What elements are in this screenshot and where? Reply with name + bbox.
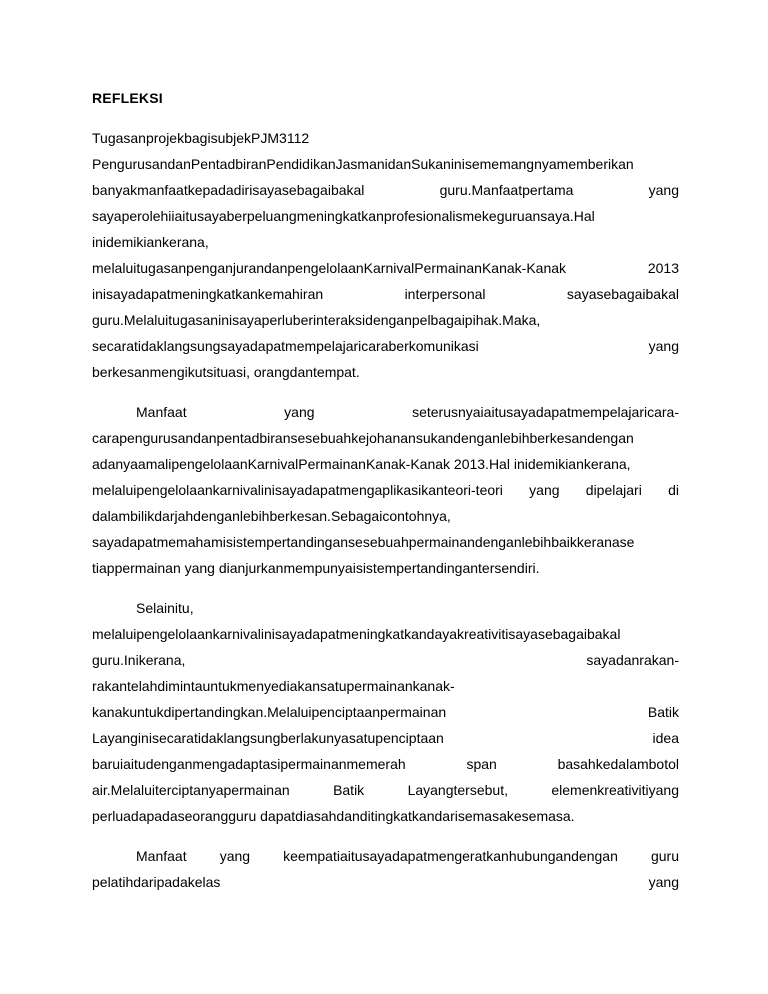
- paragraph-3-line-6: [92, 728, 679, 748]
- text-segment: seterusnyaiaitusayadapatmempelajaricara-: [412, 404, 679, 420]
- text-segment: keempatiaitusayadapatmengeratkanhubungandengan: [283, 848, 618, 864]
- paragraph-2-line-6: sayadapatmemahamisistempertandingansesebuahpermainandenganlebihbaikkeranase: [92, 534, 635, 550]
- text-segment: Batik: [647, 704, 679, 720]
- text-segment: inisayadapatmeningkatkankemahiran: [92, 286, 324, 302]
- text-segment: Layanginisecaratidaklangsungberlakunyasatupenciptaan: [92, 730, 444, 746]
- text-segment: guru: [650, 848, 679, 864]
- text-segment: yang: [284, 404, 315, 420]
- paragraph-3-line-7: [92, 754, 679, 774]
- paragraph-3-line-8: [92, 780, 679, 800]
- text-segment: idea: [652, 730, 679, 746]
- paragraph-1-line-8: guru.Melaluitugasaninisayaperluberinteraksidenganpelbagaipihak.Maka,: [92, 312, 541, 328]
- paragraph-1-line-1: TugasanprojekbagisubjekPJM3112: [92, 130, 310, 146]
- text-segment: sayasebagaibakal: [566, 286, 679, 302]
- text-segment: Manfaat: [136, 848, 187, 864]
- text-segment: Manfaat: [136, 404, 187, 420]
- text-segment: air.Melaluiterciptanyapermainan: [92, 782, 290, 798]
- paragraph-2-line-3: adanyaamalipengelolaanKarnivalPermainanKanak-Kanak 2013.Hal inidemikiankerana,: [92, 456, 631, 472]
- text-segment: sayadanrakan-: [586, 652, 679, 668]
- paragraph-1-line-10: berkesanmengikutsituasi, orangdantempat.: [92, 364, 360, 380]
- text-segment: melaluipengelolaankarnivalinisayadapatmengaplikasikanteori-teori: [92, 482, 503, 498]
- text-segment: elemenkreativitiyang: [551, 782, 679, 798]
- text-segment: baruiaitudenganmengadaptasipermainanmemerah: [92, 756, 406, 772]
- paragraph-1-line-7: [92, 284, 679, 304]
- paragraph-2-line-4: [92, 480, 679, 500]
- text-segment: kanakuntukdipertandingkan.Melaluipenciptaanpermainan: [92, 704, 447, 720]
- paragraph-2-line-5: dalambilikdarjahdenganlebihberkesan.Sebagaicontohnya,: [92, 508, 451, 524]
- text-segment: 2013: [647, 260, 679, 276]
- paragraph-3-line-1: Selainitu,: [136, 600, 194, 616]
- paragraph-4-line-2: [92, 872, 679, 892]
- text-segment: secaratidaklangsungsayadapatmempelajaricaraberkomunikasi: [92, 338, 479, 354]
- text-segment: Layangtersebut,: [407, 782, 508, 798]
- text-segment: guru.Inikerana,: [92, 652, 186, 668]
- document-title: REFLEKSI: [92, 90, 163, 106]
- text-segment: di: [668, 482, 679, 498]
- text-segment: melaluitugasanpenganjurandanpengelolaanKarnivalPermainanKanak-Kanak: [92, 260, 567, 276]
- text-segment: dipelajari: [585, 482, 642, 498]
- paragraph-3-line-4: rakantelahdimintauntukmenyediakansatupermainankanak-: [92, 678, 455, 694]
- paragraph-3-line-9: perluadapadaseorangguru dapatdiasahdanditingkatkandarisemasakesemasa.: [92, 808, 575, 824]
- text-segment: yang: [648, 182, 679, 198]
- text-segment: yang: [648, 874, 679, 890]
- paragraph-2-line-2: carapengurusandanpentadbiransesebuahkejohanansukandenganlebihberkesandengan: [92, 430, 634, 446]
- paragraph-1-line-2: PengurusandanPentadbiranPendidikanJasmanidanSukaninisememangnyamemberikan: [92, 156, 634, 172]
- paragraph-1-line-3: [92, 180, 679, 200]
- text-segment: guru.Manfaatpertama: [439, 182, 574, 198]
- text-segment: yang: [529, 482, 560, 498]
- paragraph-1-line-6: [92, 258, 679, 278]
- text-segment: yang: [648, 338, 679, 354]
- text-segment: interpersonal: [404, 286, 486, 302]
- text-segment: basahkedalambotol: [557, 756, 679, 772]
- paragraph-3-line-3: [92, 650, 679, 670]
- paragraph-1-line-9: [92, 336, 679, 356]
- paragraph-1-line-4: sayaperolehiiaitusayaberpeluangmeningkatkanprofesionalismekeguruansaya.Hal: [92, 208, 595, 224]
- paragraph-2-line-7: tiappermainan yang dianjurkanmempunyaisistempertandingantersendiri.: [92, 560, 540, 576]
- paragraph-4-line-1: [136, 846, 679, 866]
- text-segment: yang: [219, 848, 251, 864]
- text-segment: span: [466, 756, 497, 772]
- paragraph-2-line-1: [136, 402, 679, 422]
- text-segment: pelatihdaripadakelas: [92, 874, 221, 890]
- paragraph-3-line-5: [92, 702, 679, 722]
- text-segment: Batik: [333, 782, 365, 798]
- paragraph-3-line-2: melaluipengelolaankarnivalinisayadapatmeningkatkandayakreativitisayasebagaibakal: [92, 626, 621, 642]
- text-segment: banyakmanfaatkepadadirisayasebagaibakal: [92, 182, 365, 198]
- paragraph-1-line-5: inidemikiankerana,: [92, 234, 209, 250]
